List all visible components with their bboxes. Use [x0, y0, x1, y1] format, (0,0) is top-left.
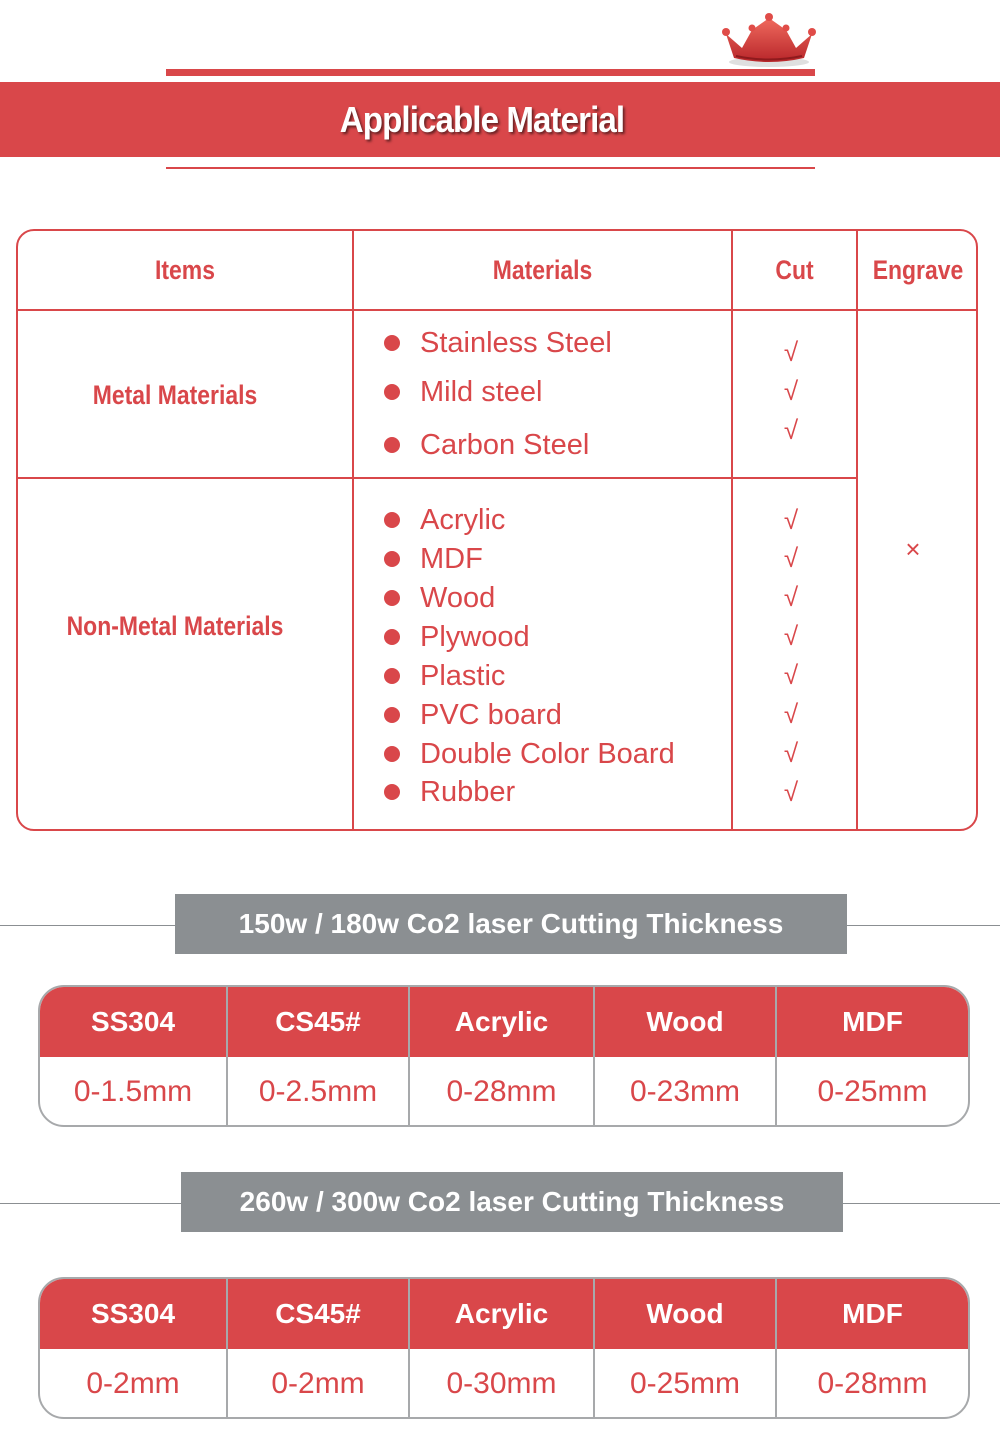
- section-title: 260w / 300w Co2 laser Cutting Thickness: [181, 1172, 843, 1232]
- list-item: [384, 736, 675, 772]
- column-divider: [408, 987, 410, 1125]
- table-divider: [856, 229, 858, 831]
- value-cell: 0-1.5mm: [73, 1075, 193, 1108]
- material-label: MDF: [420, 542, 483, 575]
- thickness-table: [38, 985, 970, 1127]
- section-title: 150w / 180w Co2 laser Cutting Thickness: [175, 894, 847, 954]
- list-item: [384, 774, 515, 810]
- cut-check: √: [783, 660, 799, 690]
- list-item: [384, 580, 495, 616]
- value-cell: 0-2mm: [86, 1367, 180, 1400]
- material-label: Double Color Board: [420, 737, 675, 770]
- thickness-table: [38, 1277, 970, 1419]
- list-item: [384, 502, 505, 538]
- cut-check: √: [783, 415, 799, 445]
- header-cell: Wood: [646, 1006, 724, 1037]
- material-label: Mild steel: [420, 375, 543, 408]
- header-bottom-line: [166, 167, 815, 169]
- column-divider: [226, 987, 228, 1125]
- material-label: Plastic: [420, 659, 506, 692]
- header-cell: MDF: [842, 1298, 903, 1329]
- list-item: [384, 325, 612, 361]
- bullet-icon: [384, 590, 400, 606]
- header-cell: SS304: [90, 1298, 176, 1329]
- cut-check: √: [783, 777, 799, 807]
- page-title: Applicable Material: [339, 99, 625, 140]
- header-cell: Acrylic: [454, 1006, 549, 1037]
- material-label: Wood: [420, 581, 496, 614]
- header-cell: MDF: [842, 1006, 903, 1037]
- header-cell: CS45#: [275, 1006, 361, 1037]
- material-label: Stainless Steel: [420, 326, 612, 359]
- bullet-icon: [384, 707, 400, 723]
- table-divider: [352, 229, 354, 831]
- list-item: [384, 427, 589, 463]
- bullet-icon: [384, 512, 400, 528]
- material-label: Acrylic: [420, 503, 506, 536]
- list-item: [384, 541, 483, 577]
- list-item: [384, 697, 562, 733]
- column-divider: [775, 987, 777, 1125]
- table-divider: [16, 477, 856, 479]
- column-divider: [593, 1279, 595, 1417]
- bullet-icon: [384, 551, 400, 567]
- column-divider: [226, 1279, 228, 1417]
- material-label: Plywood: [420, 620, 530, 653]
- material-label: Rubber: [420, 775, 516, 808]
- bullet-icon: [384, 784, 400, 800]
- cut-check: √: [783, 738, 799, 768]
- bullet-icon: [384, 746, 400, 762]
- table-divider: [16, 309, 978, 311]
- column-header-cut: Cut: [775, 255, 814, 285]
- column-divider: [408, 1279, 410, 1417]
- value-cell: 0-30mm: [446, 1367, 557, 1400]
- bullet-icon: [384, 335, 400, 351]
- list-item: [384, 374, 543, 410]
- value-cell: 0-25mm: [629, 1367, 741, 1400]
- cut-check: √: [783, 543, 799, 573]
- header-cell: CS45#: [275, 1298, 361, 1329]
- bullet-icon: [384, 629, 400, 645]
- column-header-materials: Materials: [492, 255, 593, 285]
- column-divider: [775, 1279, 777, 1417]
- value-cell: 0-23mm: [629, 1075, 741, 1108]
- header-top-line: [166, 69, 815, 76]
- value-cell: 0-2mm: [271, 1367, 365, 1400]
- cut-check: √: [783, 699, 799, 729]
- bullet-icon: [384, 437, 400, 453]
- value-cell: 0-25mm: [817, 1075, 928, 1108]
- cut-check: √: [783, 337, 799, 367]
- value-cell: 0-2.5mm: [258, 1075, 378, 1108]
- column-divider: [593, 987, 595, 1125]
- header-cell: Wood: [646, 1298, 724, 1329]
- cut-check: √: [783, 505, 799, 535]
- cut-check: √: [783, 621, 799, 651]
- material-label: Carbon Steel: [420, 428, 590, 461]
- category-non-metal: Non-Metal Materials: [66, 611, 284, 641]
- list-item: [384, 658, 505, 694]
- list-item: [384, 619, 530, 655]
- category-metal: Metal Materials: [92, 380, 258, 410]
- engrave-cross: ×: [905, 534, 921, 564]
- cut-check: √: [783, 376, 799, 406]
- value-cell: 0-28mm: [446, 1075, 557, 1108]
- header-cell: SS304: [90, 1006, 176, 1037]
- bullet-icon: [384, 384, 400, 400]
- column-header-items: Items: [155, 255, 215, 285]
- crown-icon: [718, 12, 820, 68]
- bullet-icon: [384, 668, 400, 684]
- header-cell: Acrylic: [454, 1298, 549, 1329]
- material-label: PVC board: [420, 698, 562, 731]
- value-cell: 0-28mm: [817, 1367, 928, 1400]
- cut-check: √: [783, 582, 799, 612]
- table-divider: [731, 229, 733, 831]
- column-header-engrave: Engrave: [872, 255, 964, 285]
